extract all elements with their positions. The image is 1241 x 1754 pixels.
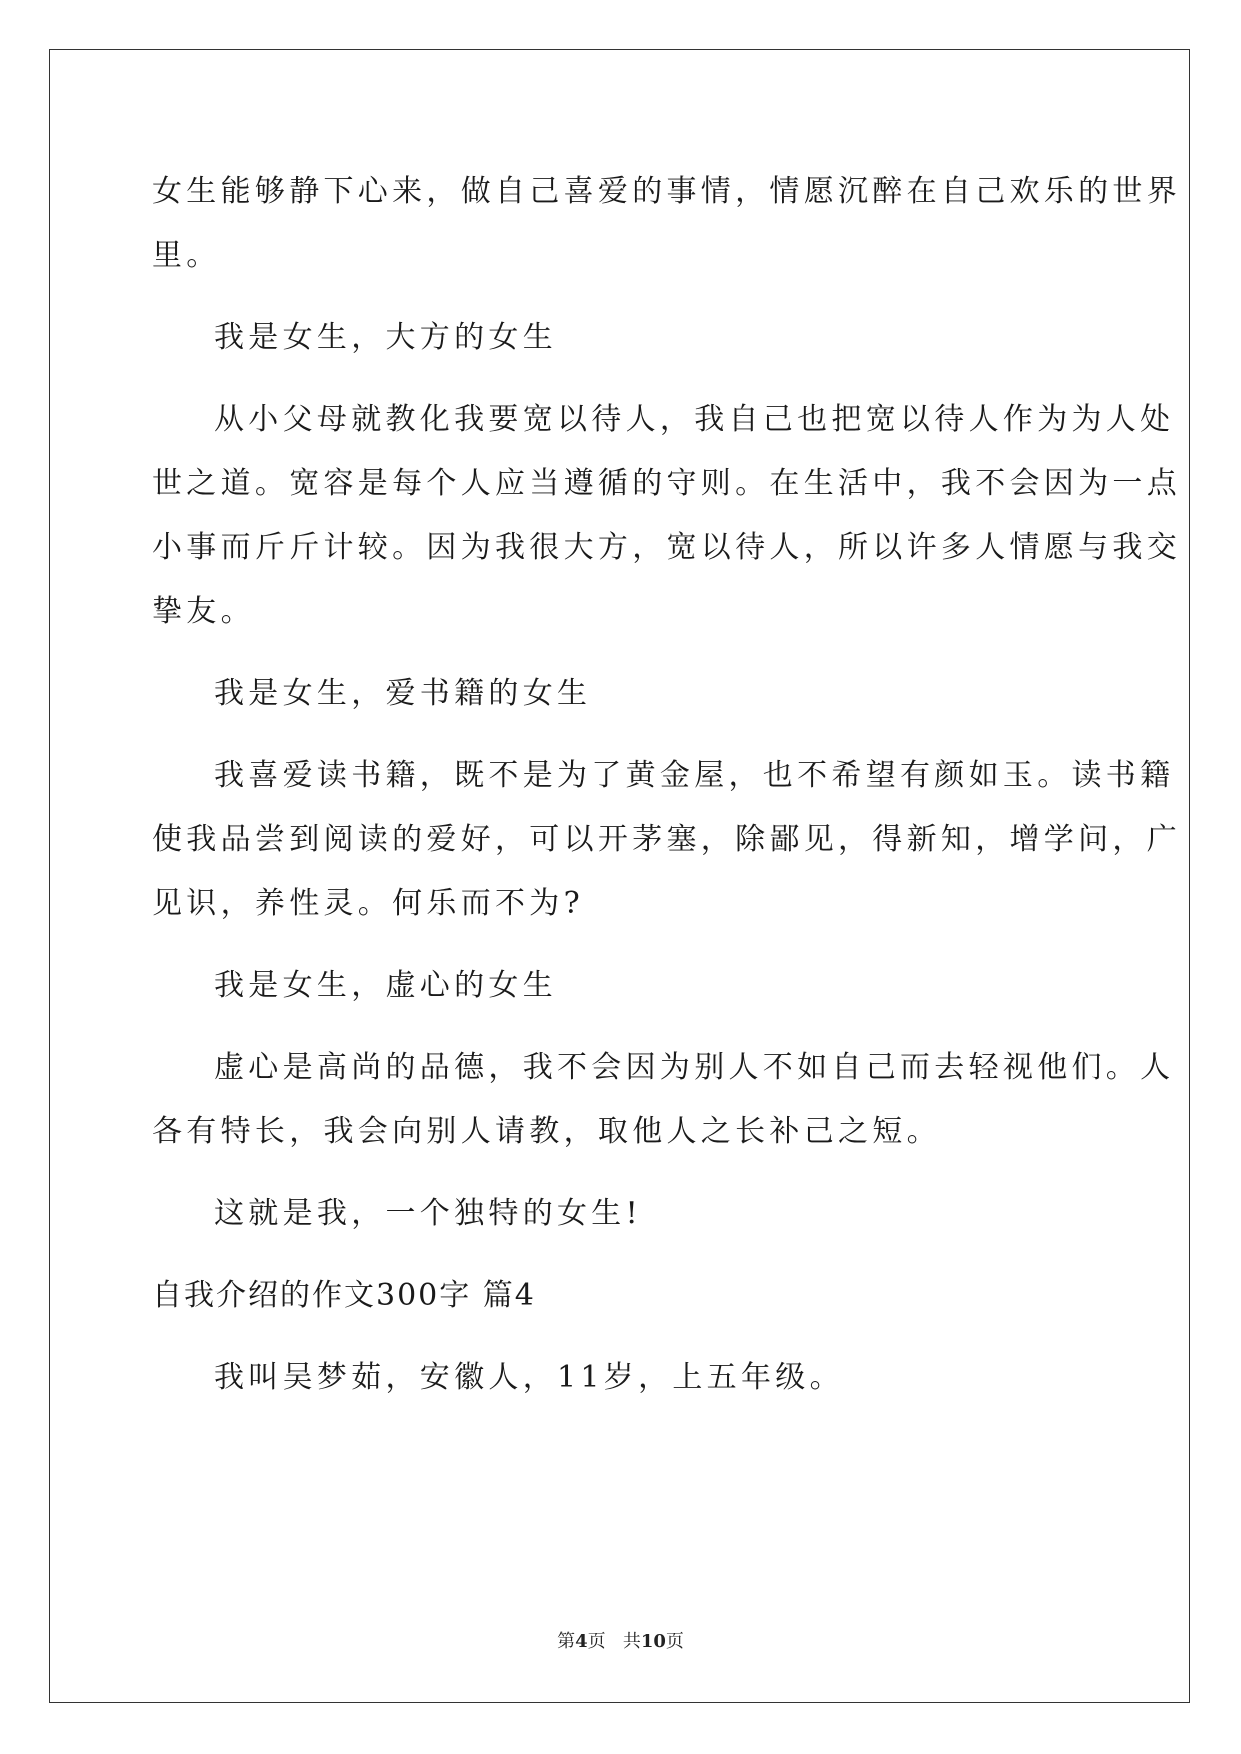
paragraph [152, 954, 1092, 1018]
paragraph [152, 1036, 1175, 1164]
footer-prefix: 第 [557, 1631, 576, 1652]
paragraph [152, 1182, 1092, 1246]
paragraph [152, 388, 1181, 644]
text-line: 从小父母就教化我要宽以待人，我自己也把宽以待人作为为人处 [214, 402, 1175, 437]
footer-page-number: 4 [575, 1631, 588, 1652]
section-heading-wrap [152, 1264, 1092, 1328]
text-line: 女生能够静下心来，做自己喜爱的事情，情愿沉醉在自己欢乐的世界 [152, 174, 1181, 209]
paragraph [152, 306, 1092, 370]
text-line: 世之道。宽容是每个人应当遵循的守则。在生活中，我不会因为一点 [152, 466, 1181, 501]
subheading-line: 我是女生，爱书籍的女生 [214, 676, 592, 711]
text-line: 里。 [152, 238, 221, 273]
document-body [152, 160, 1181, 1410]
subheading-line: 我是女生，虚心的女生 [214, 968, 557, 1003]
text-line: 使我品尝到阅读的爱好，可以开茅塞，除鄙见，得新知，增学问，广 [152, 822, 1181, 857]
text-line: 这就是我，一个独特的女生! [214, 1196, 642, 1231]
text-line: 我叫吴梦茹，安徽人，11岁，上五年级。 [214, 1360, 844, 1395]
section-heading: 自我介绍的作文300字 篇4 [152, 1278, 536, 1313]
text-line: 挚友。 [152, 594, 255, 629]
paragraph [152, 744, 1181, 936]
subheading-line: 我是女生，大方的女生 [214, 320, 557, 355]
text-line: 虚心是高尚的品德，我不会因为别人不如自己而去轻视他们。人 [214, 1050, 1175, 1085]
text-line: 我喜爱读书籍，既不是为了黄金屋，也不希望有颜如玉。读书籍 [214, 758, 1175, 793]
footer-total-prefix: 共 [622, 1631, 641, 1652]
footer-total-unit: 页 [665, 1631, 684, 1652]
footer-page-unit: 页 [587, 1631, 606, 1652]
footer-total-pages: 10 [640, 1631, 666, 1652]
paragraph [152, 1346, 1092, 1410]
text-line: 见识，养性灵。何乐而不为? [152, 886, 584, 921]
text-line: 各有特长，我会向别人请教，取他人之长补己之短。 [152, 1114, 941, 1149]
text-line: 小事而斤斤计较。因为我很大方，宽以待人，所以许多人情愿与我交 [152, 530, 1181, 565]
page-footer [0, 1627, 1241, 1653]
paragraph [152, 160, 1181, 288]
paragraph [152, 662, 1092, 726]
